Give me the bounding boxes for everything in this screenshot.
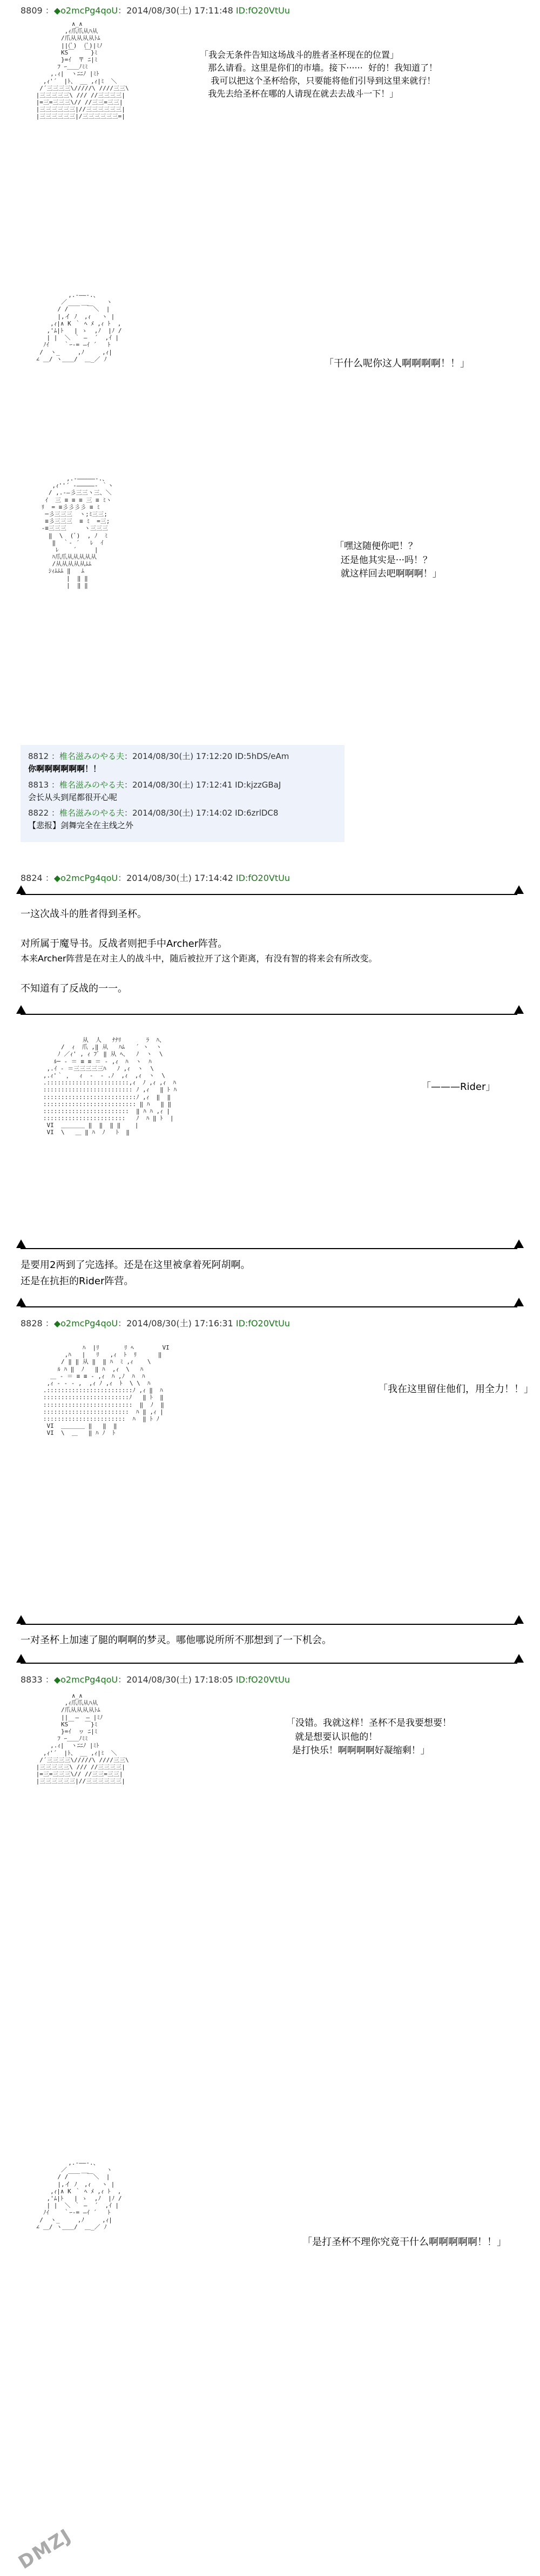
- divider-marker-right: [514, 1615, 524, 1624]
- post-number: 8833: [21, 1675, 43, 1685]
- divider-line: [21, 1663, 517, 1664]
- post-header: 8824 ：◆o2mcPg4qoU：2014/08/30(土) 17:14:42 ID:fO20VtUu: [21, 873, 290, 883]
- narration-line: 本来Archer阵营是在对主人的战斗中，随后被拉开了这个距离，有没有智的将来会有所改变。: [21, 953, 377, 964]
- divider-line: [21, 1014, 517, 1015]
- ascii-art-battle-2: ﾊ |ﾘ ﾘ ﾍ VI ,ﾊ | ﾘ ,ｨ ﾄ ﾘ ‖ / ‖ ‖ 从 ‖ ‖ ﾊ ﾐ ,ｨ \ ﾙ ﾊ ‖ ﾉ ‖ ﾊ ,ｨ \ ﾊ ＿ ‐ ＝ ≡ ≡ ‐ ,ｨ ﾊ ,ﾉ ﾊ ﾊ ,ｨ ‐ ‐ ‐ , ,ｨ ﾉ ,ｨ ﾄ \ \ ﾊ .::::::::::::::::::::::::ﾉ ,ｨ ‖ ﾊ ::::::::::::::::::::::::ﾉ ‖ ﾄ ‖ ::::::::::::::::::::::::: ‖ ﾉ ‖ :::::::::::::::::::::::: ﾊ ‖ ,ｨ | ::::::::::::::::::::::: ﾊ ‖ ﾄ ﾉ VI ＿＿＿＿ ‖ ‖ ‖ VI \ ＿ ‖ ﾊ ﾉ ﾄ: [43, 1344, 170, 1437]
- speech-bubble: 「是打圣杯不理你究竟干什么啊啊啊啊啊！！」: [302, 2236, 507, 2248]
- poster-id[interactable]: ID:fO20VtUu: [235, 1318, 290, 1328]
- speech-bubble: 「我在这里留住他们，用全力！！」: [378, 1384, 534, 1395]
- narration-line: 一这次战斗的胜者得到圣杯。: [21, 909, 147, 920]
- post-header: 8809 ：◆o2mcPg4qoU：2014/08/30(土) 17:11:48 ID:fO20VtUu: [21, 5, 290, 16]
- poster-id[interactable]: ID:fO20VtUu: [235, 5, 290, 16]
- divider-marker-right: [514, 1005, 524, 1014]
- divider-marker-right: [514, 1239, 524, 1248]
- speech-bubble: 「我会无条件告知这场战斗的胜者圣杯现在的位置」 那么请看。这里是你们的市墙。接下······ 好的！我知道了！ 我可以把这个圣杯给你，只要能将他们引导到这里来就行！ 我先去给圣杯在哪的人请现在就去去战斗一下！」: [200, 50, 437, 99]
- reply-text: 【悲报】剑舞完全在主线之外: [28, 821, 134, 831]
- post-number: 8809: [21, 5, 43, 16]
- post-datetime: 2014/08/30(土) 17:16:31: [126, 1318, 233, 1328]
- divider-marker-right: [514, 885, 524, 894]
- speech-bubble: 「———Rider」: [421, 1081, 496, 1093]
- reply-text: 你啊啊啊啊啊啊！！: [28, 764, 102, 774]
- narration-line: 是要用2两到了完选择。还是在这里被拿着死阿胡啊。: [21, 1259, 251, 1271]
- post-datetime: 2014/08/30(土) 17:14:42: [126, 873, 233, 883]
- post-datetime: 2014/08/30(土) 17:11:48: [126, 5, 233, 16]
- divider-marker-left: [16, 1298, 26, 1306]
- ascii-art-character-5: ,.-――-.、 ／ __ ヽ / /￣￣ ￣＼ | |,イ ﾉ ,ｨ ヽ | ,ｨ|∧ K ｀ ﾍ ﾒ ,ｨ ﾄ , ,'ﾑ|ﾄ | ゝ ,ﾉ |ﾉ / | | ＼ ｀ ― ´ ,ｲ | ﾉｲ ｀ｰ-= ―ｲ ´ ﾄ / ヽ_ ,ﾉ ,ｨ| ∠ ＿/ ヽ＿＿/ ＿_／ ﾉ: [36, 2159, 122, 2231]
- post-number: 8824: [21, 873, 43, 883]
- post-datetime: 2014/08/30(土) 17:18:05: [126, 1675, 233, 1685]
- poster-name[interactable]: ◆o2mcPg4qoU: [53, 873, 118, 883]
- speech-bubble: 「嘿这随便你吧！？ 还是他其实是···吗！？ 就这样回去吧啊啊啊！」: [335, 541, 442, 579]
- divider-line: [21, 1306, 517, 1307]
- divider-marker-left: [16, 1005, 26, 1014]
- narration-line: 一对圣杯上加速了腿的啊啊的梦灵。哪他哪说所所不那想到了一下机会。: [21, 1635, 332, 1646]
- ascii-art-battle-1: 从 人 ﾅﾅﾘ ﾗ ﾊ、 / ｨ 爪 ,‖ 从 ﾊﾑ ´ ヽ ヽ ﾉ ／ｨ' , ｨ ﾌﾞ ‖ 从 ﾍ、 ﾉ ヽ \ ﾙ─ ‐ ＝ ≡ ≡ ＝ ‐ ,ｨ ﾊ ヽ ﾊ ,.ｲ ‐ ＝三三三三三ﾊ ﾉ ,ｨ ヽ \ ,.ｨ'｀ ， ｨ ‐ ‐ .ﾉ ,ｨ ,ｨ ヽ \ .:::::::::::::::::::::::,ｨ ﾉ ,ｨ ,ｨ ﾊ ::::::::::::::::::::::::: ﾉ ,ｨ ‖ ﾄ ﾊ ::::::::::::::::::::::::::ﾉ ,ｨ ‖ ‖ :::::::::::::::::::::::::: ‖ ﾊ ‖ ‖ :::::::::::::::::::::::: ‖ ﾊ ﾊ ,ｨ | ::::::::::::::::::::::: ﾉ ﾊ ‖ ﾄ | VI ＿＿＿＿ ‖ ‖ ‖ ‖ | VI \ ＿ ‖ ﾊ ﾉ ﾄ ‖: [43, 1036, 177, 1136]
- reply-header: 8812 ：椎名滋みのやる夫：2014/08/30(土) 17:12:20 ID:5hDS/eAm: [28, 751, 289, 761]
- narration-line: 还是在抗拒的Rider阵营。: [21, 1276, 134, 1287]
- speech-bubble: 「干什么呢你这人啊啊啊啊！！」: [324, 358, 470, 369]
- divider-marker-left: [16, 1615, 26, 1624]
- narration-line: 不知道有了反战的一一。: [21, 983, 127, 994]
- site-watermark: DMZJ: [15, 2524, 76, 2574]
- poster-id[interactable]: ID:fO20VtUu: [235, 1675, 290, 1685]
- reply-header: 8822 ：椎名滋みのやる夫：2014/08/30(土) 17:14:02 ID:6zrlDC8: [28, 808, 279, 818]
- divider-marker-left: [16, 1239, 26, 1248]
- narration-line: 对所属于魔导书。反战者则把手中Archer阵营。: [21, 938, 228, 950]
- divider-marker-right: [514, 1298, 524, 1306]
- reply-text: 会长从头到尾都很开心呢: [28, 792, 118, 802]
- ascii-art-character-1: ∧_∧ ,ｨ爪爪从ﾊ从 /爪从从从从ﾄﾑ ||(ﾞ) (ﾞ)|ﾐﾉ KS￣ ￣}ﾐ }=ｲ 〒 ﾆ|ﾐ ﾌ ｰ＿＿ﾉﾐﾐ ,.ｨ| ヽﾆﾆﾉ |ﾐﾄ ,ｨ'´ |ﾄ、 __ ,ｨ|ﾐ ＼ /´三三三三\/////\ ////三三\ |三三三三三\ /// //三三三三| |=三=三三三\// //三三=三三| |三三三三三三|//三三三三三三| |三三三三三三|/三三三三三三=|: [36, 21, 129, 120]
- ascii-art-character-3: ,.-―――――-.、 ,ｨ''´ -―――――- ｀ヽ / ,.-―彡三三ヽ三、＼ ｲ 三 ≡ ≡ ≡ 三 ≡ ﾐヽ ﾘ = ≡彡彡彡彡 ≡ ﾐ ─彡三三三 ヽ;ﾐ三三; ≡彡三三三 ≡ ﾐ =三; -≡三三三 ヽ三三三 ‖ \ (ﾞ) , ﾉ ﾐ ‖ ｀‐ ´ ﾚ ｲ ﾚ ´ | ﾊ爪爪从从从从从 /从从从从从ﾑﾑ ｼｨﾑﾑﾑ ‖ ﾑ | ‖ ‖ | ‖ ‖: [41, 475, 114, 589]
- post-header: 8833 ：◆o2mcPg4qoU：2014/08/30(土) 17:18:05 ID:fO20VtUu: [21, 1675, 290, 1685]
- poster-id[interactable]: ID:fO20VtUu: [235, 873, 290, 883]
- divider-line: [21, 1624, 517, 1625]
- divider-line: [21, 1248, 517, 1249]
- ascii-art-character-4: ∧_∧ ,ｨ爪爪从ﾊ从 /爪从从从从ﾄﾑ || ― ― |ﾐﾉ KS￣ ￣}ﾐ }=ｲ ヮ ﾆ|ﾐ ﾌ ｰ＿＿ﾉﾐﾐ ,.ｨ| ヽﾆﾆﾉ |ﾐﾄ ,ｨ'´ |ﾄ、 __ ,ｨ|ﾐ ＼ /´三三三三\/////\ ////三三\ |三三三三三\ /// //三三三三| |=三=三三三\// //三三=三三| |三三三三三三|//三三三三三三|: [36, 1692, 129, 1785]
- divider-marker-left: [16, 1654, 26, 1663]
- poster-name[interactable]: ◆o2mcPg4qoU: [53, 1675, 118, 1685]
- post-header: 8828 ：◆o2mcPg4qoU：2014/08/30(土) 17:16:31 ID:fO20VtUu: [21, 1318, 290, 1328]
- divider-line: [21, 894, 517, 895]
- divider-marker-left: [16, 885, 26, 894]
- reply-header: 8813 ：椎名滋みのやる夫：2014/08/30(土) 17:12:41 ID:kjzzGBaJ: [28, 779, 281, 790]
- speech-bubble: 「没错。我就这样！圣杯不是我要想要！ 就是想要认识他的！ 是打快乐！啊啊啊啊好凝缩剩！」: [286, 1718, 451, 1756]
- post-number: 8828: [21, 1318, 43, 1328]
- poster-name[interactable]: ◆o2mcPg4qoU: [53, 1318, 118, 1328]
- divider-marker-right: [514, 1654, 524, 1663]
- reply-quote-block: [21, 745, 345, 842]
- ascii-art-character-2: ,.-――-.、 ／ __ ヽ / /￣￣ ￣＼ | |,イ ﾉ ,ｨ ヽ | ,ｨ|∧ K ｀ ﾍ ﾒ ,ｨ ﾄ , ,'ﾑ|ﾄ | ゝ ,ﾉ |ﾉ / | | ＼ ｀ ― ´ ,ｲ | ﾉｲ ｀ｰ-= ―ｲ ´ ﾄ / ヽ_ ,ﾉ ,ｨ| ∠ ＿/ ヽ＿＿/ ＿_／ ﾉ: [36, 292, 122, 363]
- poster-name[interactable]: ◆o2mcPg4qoU: [53, 5, 118, 16]
